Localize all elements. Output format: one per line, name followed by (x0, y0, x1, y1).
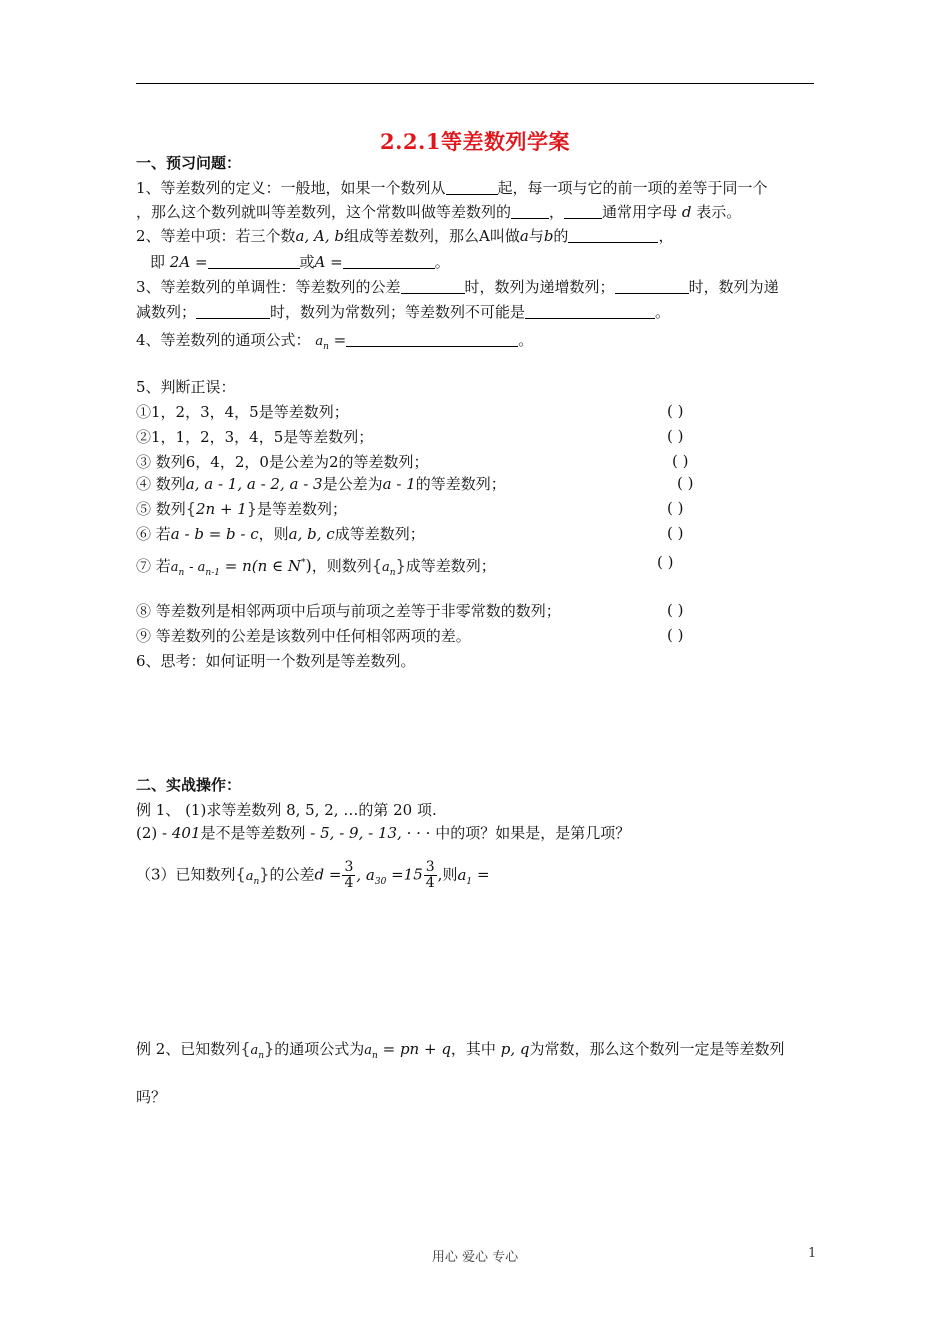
q2-line2: 即 2A = 或A = 。 (150, 253, 450, 271)
example1-part1: 例 1、 (1)求等差数列 8, 5, 2, …的第 20 项. (136, 801, 437, 819)
page-title: 2.2.1等差数列学案 (380, 129, 570, 154)
judge-2: ②1，1，2，3，4，5是等差数列； (136, 428, 374, 446)
example2-line2: 吗？ (136, 1088, 167, 1106)
judge-7-paren[interactable]: ( ) (657, 553, 674, 571)
judge-9-paren[interactable]: ( ) (667, 626, 684, 644)
judge-7: ⑦ 若$a_n - a_{n-1} = n(n$ ∈ N*)，则数列$\{a_n\}$成等差数列； (136, 556, 496, 578)
q3-line1: 3、等差数列的单调性：等差数列的公差 时，数列为递增数列； 时，数列为递 (136, 278, 779, 296)
judge-5: ⑤ 数列{2n + 1}是等差数列； (136, 499, 348, 518)
judge-1: ①1，2，3，4，5是等差数列； (136, 403, 349, 421)
q1-line1: 1、等差数列的定义：一般地，如果一个数列从 起，每一项与它的前一项的差等于同一个 (136, 179, 768, 197)
judge-3: ③ 数列6，4，2，0是公差为2的等差数列； (136, 453, 429, 471)
judge-3-paren[interactable]: ( ) (672, 452, 689, 470)
judge-4-paren[interactable]: ( ) (677, 474, 694, 492)
page-number: 1 (808, 1246, 817, 1261)
q6: 6、思考：如何证明一个数列是等差数列。 (136, 652, 416, 670)
q2-line1: 2、等差中项：若三个数a, A, b组成等差数列，那么A叫做a与b的 ， (136, 227, 674, 245)
footer-text: 用心 爱心 专心 (431, 1250, 519, 1265)
q5-heading: 5、判断正误： (136, 378, 236, 396)
q3-line2: 减数列； 时，数列为常数列；等差数列不可能是 。 (136, 303, 671, 321)
q1-line2: ，那么这个数列就叫等差数列，这个常数叫做等差数列的 ， 通常用字母 d 表示。 (136, 203, 742, 221)
section1-heading: 一、预习问题： (136, 154, 242, 172)
judge-1-paren[interactable]: ( ) (667, 402, 684, 420)
judge-4: ④ 数列a, a - 1, a - 2, a - 3是公差为a - 1的等差数列； (136, 475, 506, 493)
example1-part2: (2) - 401是不是等差数列 - 5, - 9, - 13, · · · 中的项？如果是，是第几项？ (136, 824, 631, 842)
example2-line1: 例 2、已知数列$\{a_n\}$的通项公式为$a_n$ = pn + q，其中 p, q为常数，那么这个数列一定是等差数列 (136, 1039, 785, 1061)
judge-5-paren[interactable]: ( ) (667, 499, 684, 517)
q4: 4、等差数列的通项公式： $a_n$ = 。 (136, 331, 534, 352)
section2-heading: 二、实战操作： (136, 776, 242, 794)
judge-2-paren[interactable]: ( ) (667, 427, 684, 445)
header-rule (136, 83, 814, 84)
judge-9: ⑨ 等差数列的公差是该数列中任何相邻两项的差。 (136, 627, 471, 645)
judge-6: ⑥ 若a - b = b - c，则a, b, c成等差数列； (136, 525, 425, 543)
judge-6-paren[interactable]: ( ) (667, 524, 684, 542)
judge-8-paren[interactable]: ( ) (667, 601, 684, 619)
example1-part3: （3）已知数列$\{a_n\}$的公差d = $\frac{3}{4}$ , $a_{30} =15$ $\frac{3}{4}$ ,则$a_1$ = (136, 859, 490, 891)
judge-8: ⑧ 等差数列是相邻两项中后项与前项之差等于非零常数的数列； (136, 602, 561, 620)
